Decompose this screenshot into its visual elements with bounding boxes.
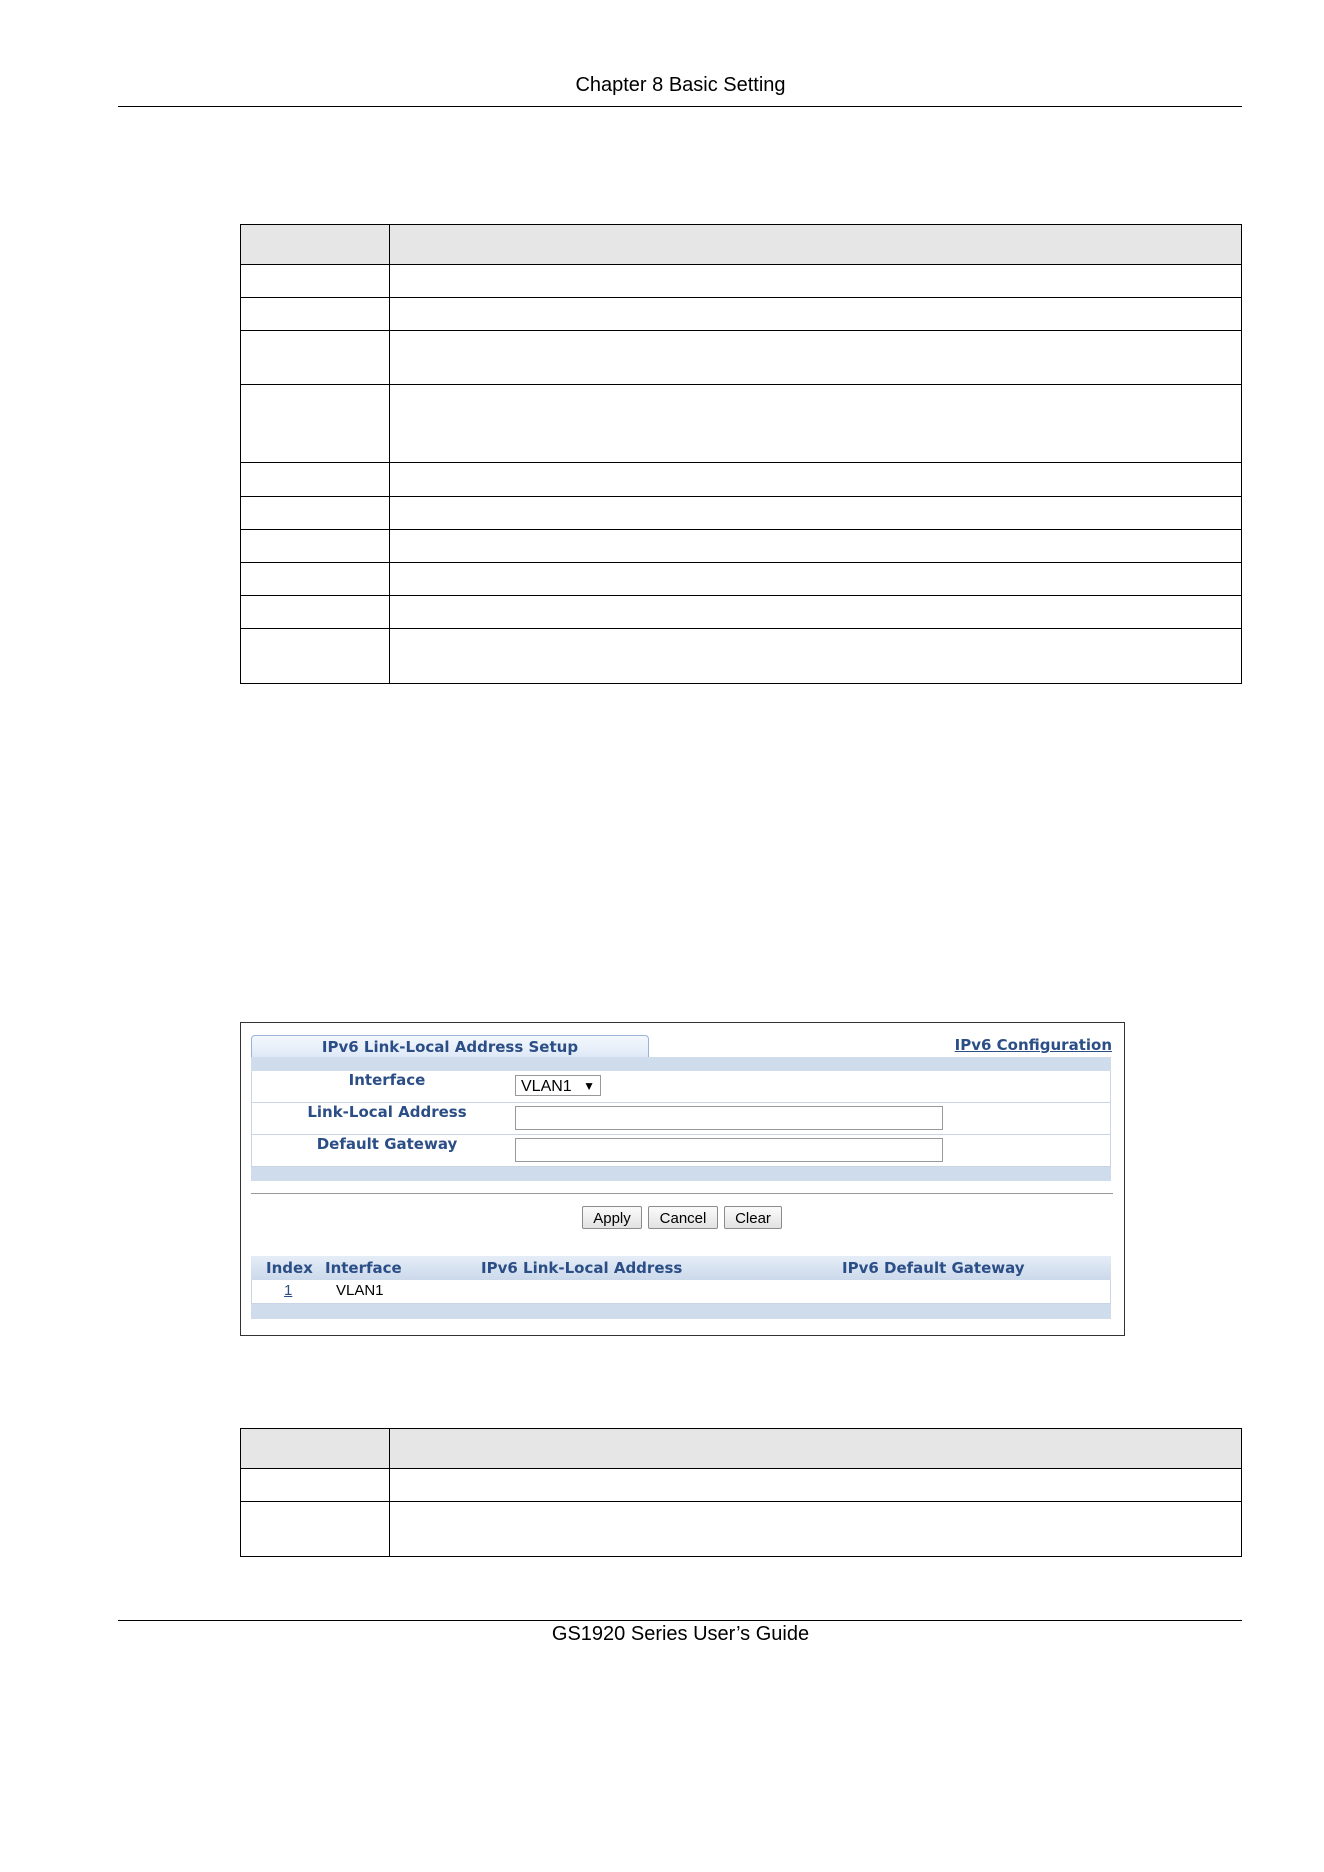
table-cell bbox=[390, 265, 1242, 298]
field-description-table-2 bbox=[240, 1428, 1242, 1557]
footer-rule bbox=[118, 1620, 1242, 1621]
list-bottom-band bbox=[251, 1304, 1111, 1319]
clear-button[interactable]: Clear bbox=[724, 1206, 782, 1229]
default-gateway-input[interactable] bbox=[515, 1138, 943, 1162]
table-cell bbox=[390, 463, 1242, 497]
list-item bbox=[251, 1280, 1111, 1304]
ipv6-link-local-screen bbox=[240, 1022, 1125, 1336]
table-cell bbox=[241, 497, 390, 530]
default-gateway-row bbox=[251, 1135, 1111, 1167]
table-cell bbox=[241, 463, 390, 497]
table-header-cell bbox=[390, 1429, 1242, 1469]
column-index: Index bbox=[266, 1259, 313, 1277]
column-link-local-address: IPv6 Link-Local Address bbox=[481, 1259, 683, 1277]
form-top-band bbox=[251, 1057, 1111, 1071]
ipv6-configuration-link[interactable]: IPv6 Configuration bbox=[954, 1036, 1112, 1054]
apply-button[interactable]: Apply bbox=[582, 1206, 642, 1229]
field-description-table-1 bbox=[240, 224, 1242, 684]
row-interface: VLAN1 bbox=[336, 1282, 384, 1299]
divider bbox=[251, 1193, 1113, 1194]
chevron-down-icon: ▼ bbox=[583, 1079, 595, 1093]
guide-footer: GS1920 Series User’s Guide bbox=[551, 1623, 810, 1645]
link-local-label: Link-Local Address bbox=[307, 1103, 467, 1121]
table-cell bbox=[390, 530, 1242, 563]
table-cell bbox=[241, 265, 390, 298]
table-cell bbox=[241, 563, 390, 596]
table-cell bbox=[241, 1469, 390, 1502]
table-header-cell bbox=[241, 225, 390, 265]
column-default-gateway: IPv6 Default Gateway bbox=[842, 1259, 1025, 1277]
cancel-button[interactable]: Cancel bbox=[648, 1206, 718, 1229]
table-cell bbox=[390, 331, 1242, 385]
table-cell bbox=[241, 331, 390, 385]
table-cell bbox=[390, 563, 1242, 596]
table-header-cell bbox=[241, 1429, 390, 1469]
table-cell bbox=[390, 385, 1242, 463]
tab-ipv6-link-local-setup[interactable]: IPv6 Link-Local Address Setup bbox=[251, 1035, 649, 1058]
list-header bbox=[251, 1256, 1111, 1280]
table-cell bbox=[241, 596, 390, 629]
column-interface: Interface bbox=[325, 1259, 402, 1277]
table-cell bbox=[390, 298, 1242, 331]
link-local-row bbox=[251, 1103, 1111, 1135]
table-header-cell bbox=[390, 225, 1242, 265]
table-cell bbox=[241, 385, 390, 463]
table-cell bbox=[390, 596, 1242, 629]
table-cell bbox=[241, 298, 390, 331]
link-local-input[interactable] bbox=[515, 1106, 943, 1130]
chapter-header: Chapter 8 Basic Setting bbox=[575, 74, 786, 96]
table-cell bbox=[390, 1502, 1242, 1557]
table-cell bbox=[241, 629, 390, 684]
table-cell bbox=[390, 497, 1242, 530]
default-gateway-label: Default Gateway bbox=[316, 1135, 458, 1153]
interface-select-value: VLAN1 bbox=[521, 1078, 572, 1095]
interface-label: Interface bbox=[348, 1071, 426, 1089]
table-cell bbox=[390, 1469, 1242, 1502]
interface-select[interactable] bbox=[515, 1075, 601, 1096]
header-rule bbox=[118, 106, 1242, 107]
table-cell bbox=[390, 629, 1242, 684]
index-link[interactable]: 1 bbox=[284, 1282, 293, 1299]
form-bottom-band bbox=[251, 1167, 1111, 1181]
table-cell bbox=[241, 1502, 390, 1557]
table-cell bbox=[241, 530, 390, 563]
interface-row bbox=[251, 1071, 1111, 1103]
